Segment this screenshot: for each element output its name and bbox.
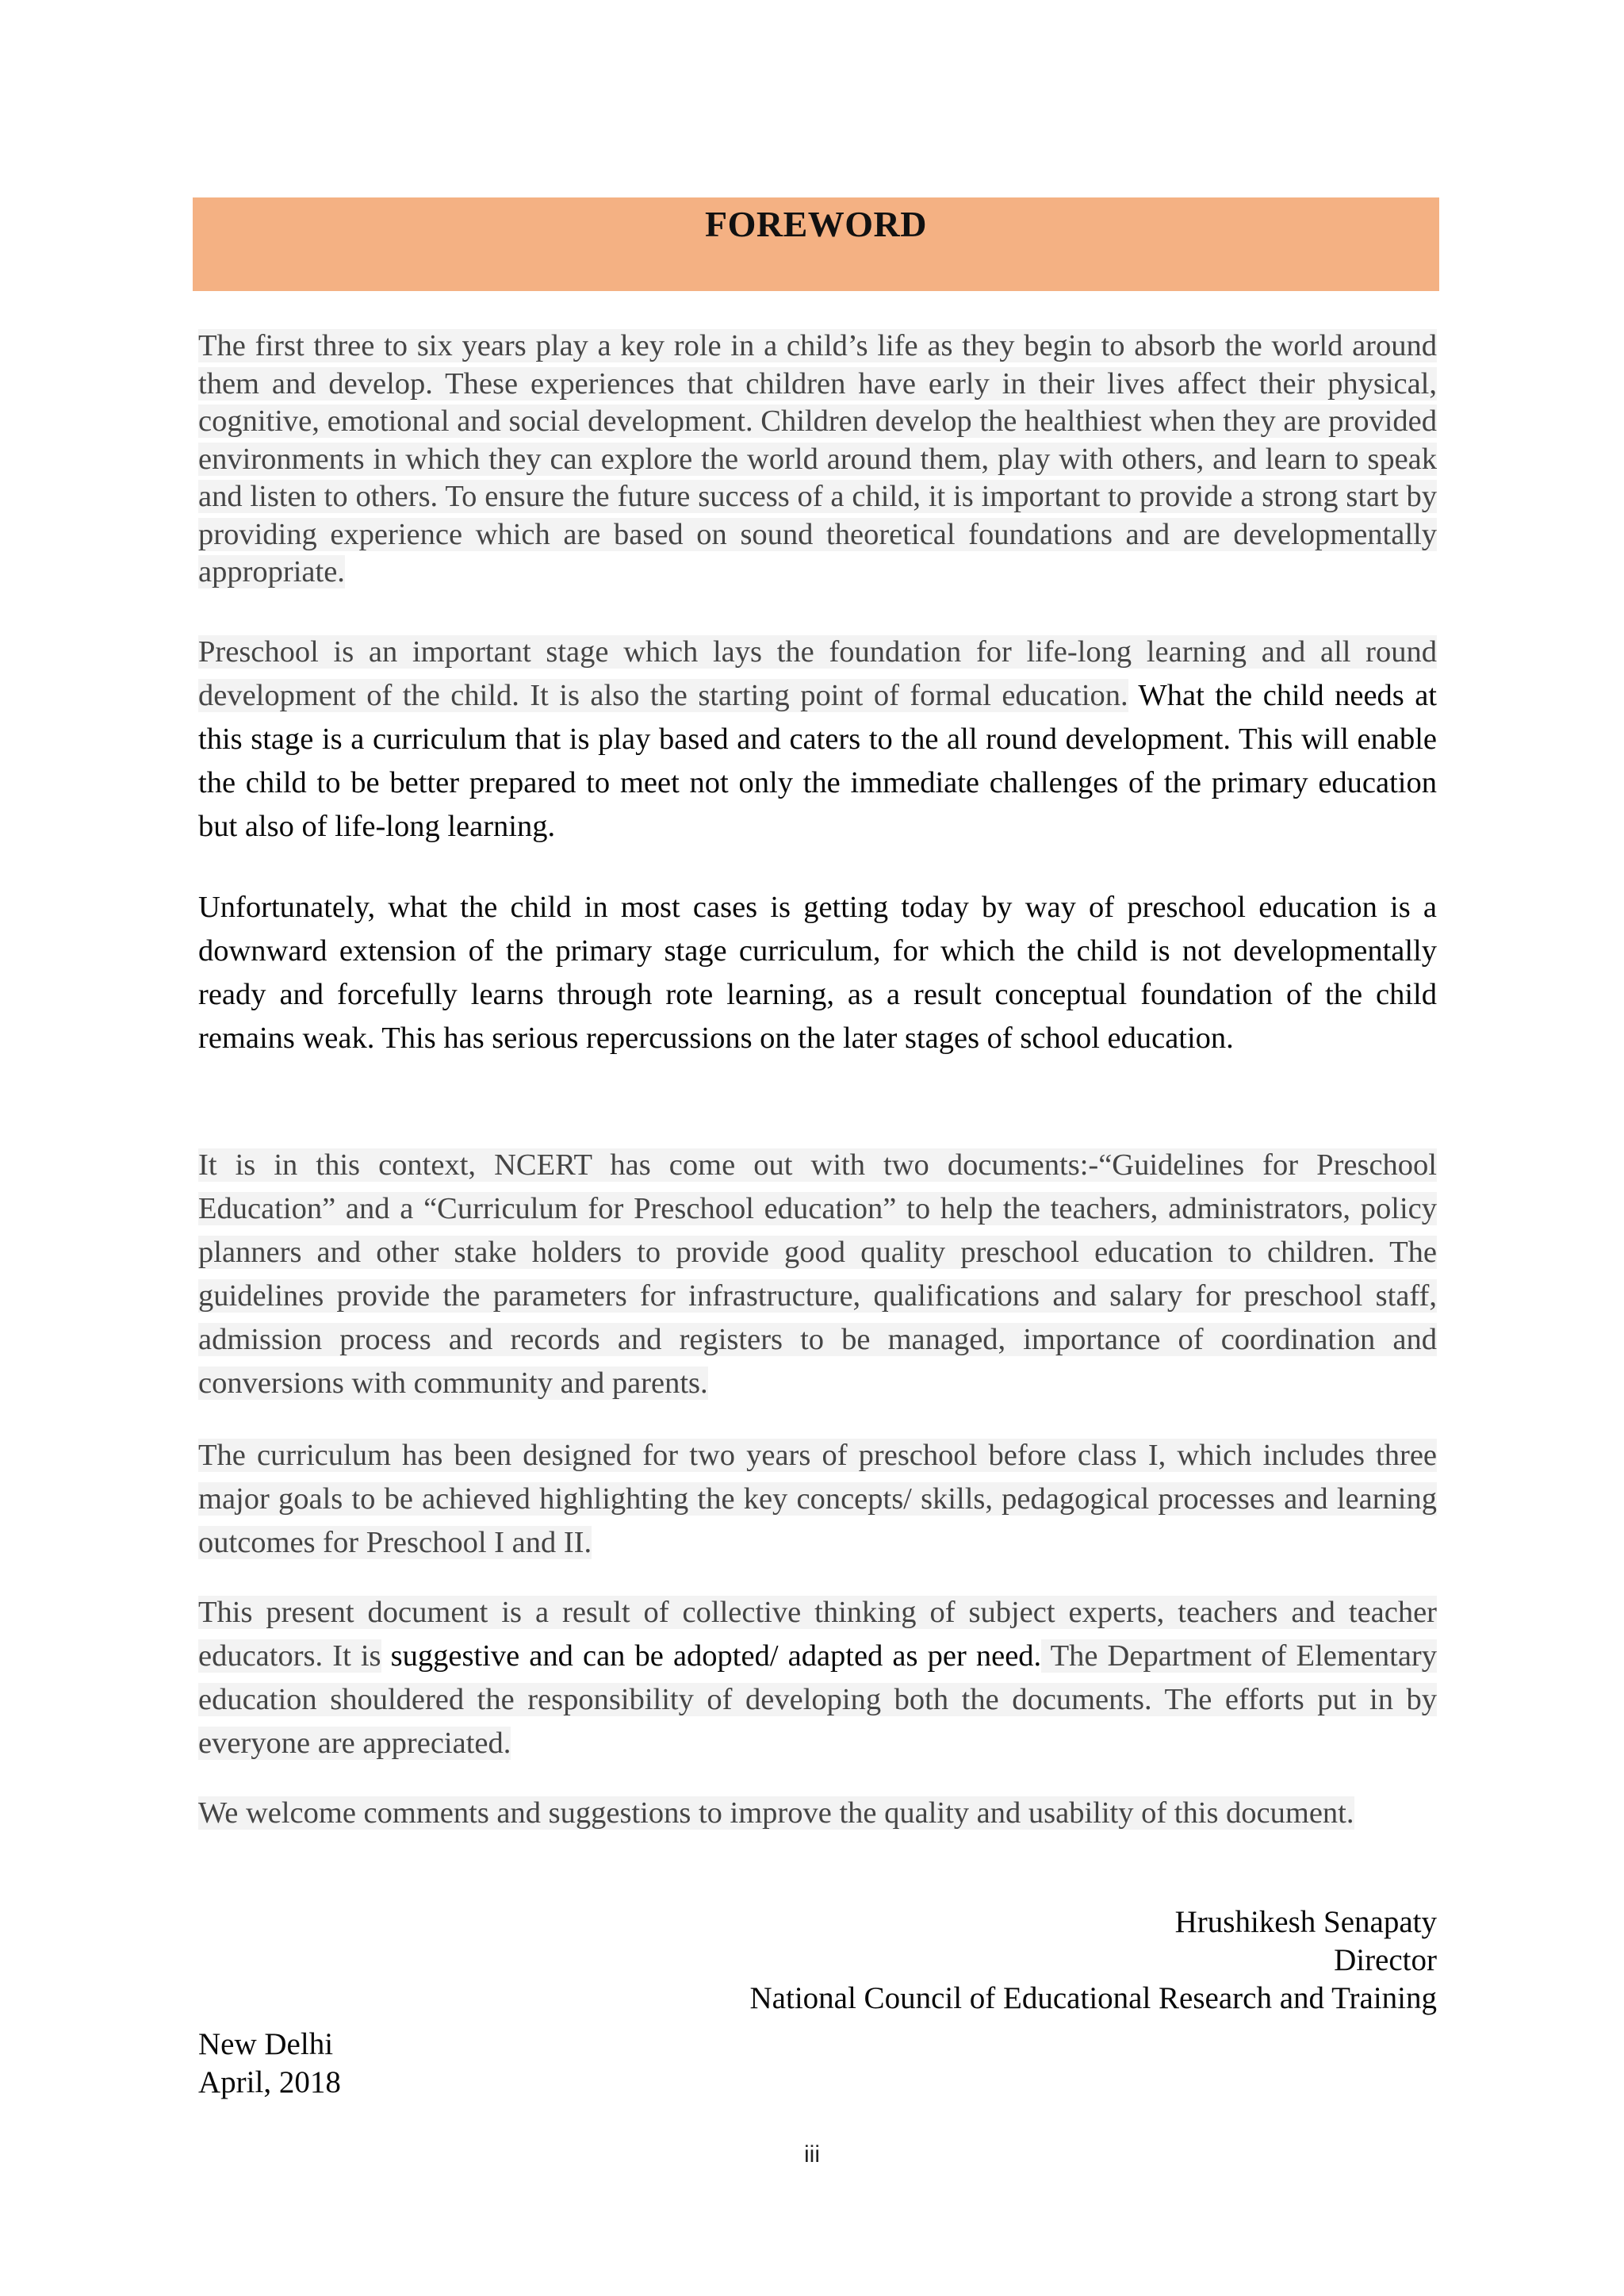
paragraph-7	[198, 1792, 1437, 1835]
paragraph-5-text: The curriculum has been designed for two years of preschool before class I, which includes three major goals to be achieved highlighting the key concepts/ skills, pedagogical processes and learning outcomes for Preschool I and II.	[198, 1439, 1437, 1559]
signature-block	[485, 1903, 1437, 2018]
paragraph-3	[198, 886, 1437, 1060]
page-number: iii	[804, 2141, 820, 2168]
paragraph-6-text-dark: suggestive and can be adopted/ adapted as per need.	[381, 1639, 1042, 1673]
place-date-block	[198, 2026, 341, 2102]
paragraph-6-text-grey-b: The Department of Elementary education shouldered the responsibility of developing both the documents. The efforts put in by everyone are appreciated.	[198, 1639, 1438, 1760]
paragraph-2-text-dark: What the child needs at this stage is a curriculum that is play based and caters to the all round development. This will enable the child to be better prepared to meet not only the immediate challenges of the primary education but also of life-long learning.	[198, 679, 1437, 843]
paragraph-1	[198, 328, 1437, 592]
paragraph-6-text-grey-a: This present document is a result of collective thinking of subject experts, teachers and teacher educators. It is	[198, 1596, 1437, 1673]
signatory-organization: National Council of Educational Research and Training	[749, 1981, 1437, 2015]
paragraph-2	[198, 631, 1437, 849]
signatory-name: Hrushikesh Senapaty	[1174, 1905, 1437, 1939]
title-banner	[193, 197, 1439, 291]
date: April, 2018	[198, 2065, 341, 2099]
signatory-designation: Director	[1334, 1943, 1437, 1977]
page-title: FOREWORD	[705, 204, 927, 244]
paragraph-2-text-grey: Preschool is an important stage which lays the foundation for life-long learning and all round development of the child. It is also the starting point of formal education.	[198, 635, 1437, 712]
place: New Delhi	[198, 2027, 334, 2061]
paragraph-4	[198, 1144, 1437, 1405]
paragraph-6	[198, 1591, 1437, 1765]
paragraph-7-text: We welcome comments and suggestions to improve the quality and usability of this document.	[198, 1796, 1354, 1830]
paragraph-1-text: The first three to six years play a key role in a child’s life as they begin to absorb the world around them and develop. These experiences that children have early in their lives affect their physical, cognitive, emotional and social development. Children develop the healthiest when they are provided environments in which they can explore the world around them, play with others, and learn to speak and listen to others. To ensure the future success of a child, it is important to provide a strong start by providing experience which are based on sound theoretical foundations and are developmentally appropriate.	[198, 329, 1437, 588]
paragraph-4-text: It is in this context, NCERT has come out with two documents:-“Guidelines for Preschool Education” and a “Curriculum for Preschool education” to help the teachers, administrators, policy planners and other stake holders to provide good quality preschool education to children. The guidelines provide the parameters for infrastructure, qualifications and salary for preschool staff, admission process and records and registers to be managed, importance of coordination and conversions with community and parents.	[198, 1148, 1437, 1400]
paragraph-5	[198, 1434, 1437, 1565]
paragraph-3-text: Unfortunately, what the child in most cases is getting today by way of preschool education is a downward extension of the primary stage curriculum, for which the child is not developmentally ready and forcefully learns through rote learning, as a result conceptual foundation of the child remains weak. This has serious repercussions on the later stages of school education.	[198, 891, 1437, 1055]
